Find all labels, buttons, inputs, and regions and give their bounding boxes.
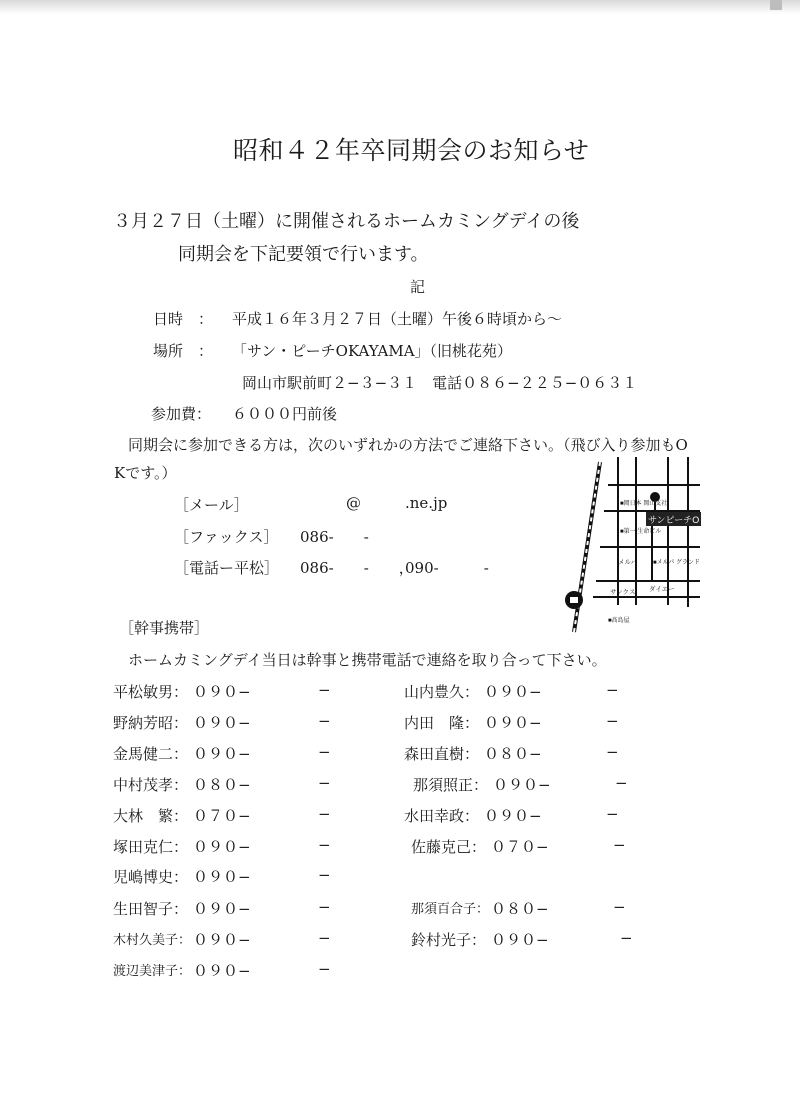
officer-phone-dash: − (318, 743, 331, 761)
officer-name: 那須照正： (413, 776, 489, 794)
contact-intro-2: Kです。） (114, 464, 177, 482)
officers-heading: ［幹事携帯］ (119, 619, 210, 637)
officer-phone-prefix: ０８０− (491, 900, 549, 918)
officer-name: 那須百合子： (411, 902, 490, 917)
officer-phone-prefix: ０９０− (491, 931, 549, 949)
officer-name: 山内豊久： (404, 683, 480, 701)
officer-name: 児嶋博史： (113, 868, 189, 886)
officer-phone-dash: − (318, 712, 331, 730)
officer-phone-prefix: ０７０− (491, 838, 549, 856)
lead-line-1: ３月２７日（土曜）に開催されるホームカミングデイの後 (113, 211, 580, 232)
officer-name: 内田 隆： (404, 714, 480, 732)
officer-phone-prefix: ０９０− (193, 745, 251, 763)
place-label: 場所 ： (153, 342, 214, 360)
officer-name: 渡辺美津子： (113, 964, 192, 979)
officer-phone-prefix: ０９０− (193, 962, 251, 980)
officer-name: 水田幸政： (404, 807, 480, 825)
officer-phone-dash: − (318, 805, 331, 823)
scan-mark (770, 0, 782, 10)
officer-name: 森田直樹： (404, 745, 480, 763)
map-label-daiei: ダイエー (649, 586, 675, 593)
officer-name: 塚田克仁： (113, 838, 189, 856)
officer-phone-dash: − (620, 929, 633, 947)
officer-phone-dash: − (606, 712, 619, 730)
officer-name: 野納芳昭： (113, 714, 189, 732)
officer-name: 佐藤克己： (411, 838, 487, 856)
tel-label: ［電話ー平松］ (174, 559, 280, 577)
address-line: 岡山市駅前町２−３−３１ 電話０８６−２２５−０６３１ (242, 374, 638, 392)
officer-phone-prefix: ０８０− (193, 776, 251, 794)
mail-label: ［メール］ (174, 496, 249, 514)
map-label-melpa-grand: ■メルパ グランド (653, 560, 700, 566)
mail-at: @ (346, 494, 361, 512)
officer-phone-prefix: ０７０− (193, 807, 251, 825)
contact-intro-1: 同期会に参加できる方は，次のいずれかの方法でご連絡下さい。（飛び入り参加もO (128, 436, 688, 454)
lead-line-2: 同期会を下記要領で行います。 (178, 244, 429, 265)
officer-phone-dash: − (606, 805, 619, 823)
officer-phone-dash: − (318, 681, 331, 699)
map-label-bank: ■岡日本 岡山支社 (620, 501, 668, 507)
officer-name: 金馬健二： (113, 745, 189, 763)
officer-name: 中村茂孝： (113, 776, 189, 794)
officer-phone-prefix: ０８０− (484, 745, 542, 763)
map-label-building: ■第一 生命ビル (620, 529, 662, 535)
map-label-takashimaya: ■髙島屋 (608, 618, 630, 624)
officer-phone-dash: − (613, 836, 626, 854)
map-label-sunpeach: サンピーチO (648, 515, 700, 525)
place-value: 「サン・ピーチOKAYAMA」（旧桃花苑） (232, 342, 513, 360)
scan-edge (0, 0, 800, 14)
officers-note: ホームカミングデイ当日は幹事と携帯電話で連絡を取り合って下さい。 (128, 651, 607, 669)
date-label: 日時 ： (153, 310, 214, 328)
location-map (548, 457, 708, 640)
officer-phone-prefix: ０９０− (193, 838, 251, 856)
officer-name: 平松敏男： (113, 683, 189, 701)
officer-phone-prefix: ０９０− (193, 868, 251, 886)
tel-value-1: 086- - ， (300, 559, 414, 577)
officer-phone-prefix: ０９０− (193, 683, 251, 701)
fee-label: 参加費： (151, 405, 212, 423)
map-label-melpa: メルパ (618, 559, 638, 566)
officer-name: 鈴村光子： (411, 931, 487, 949)
officer-phone-dash: − (318, 836, 331, 854)
officer-phone-dash: − (606, 743, 619, 761)
fax-value: 086- - (300, 528, 369, 546)
date-value: 平成１６年３月２７日（土曜）午後６時頃から〜 (232, 310, 563, 328)
officer-name: 大林 繁： (113, 807, 189, 825)
fax-label: ［ファックス］ (174, 528, 279, 546)
ki-heading: 記 (410, 278, 426, 296)
officer-phone-prefix: ０９０− (493, 776, 551, 794)
officer-phone-dash: − (606, 681, 619, 699)
page-title: 昭和４２年卒同期会のお知らせ (233, 136, 590, 165)
officer-phone-prefix: ０９０− (484, 807, 542, 825)
officer-phone-prefix: ０９０− (484, 714, 542, 732)
officer-phone-dash: − (318, 774, 331, 792)
officer-phone-dash: − (318, 866, 331, 884)
tel-value-2: 090- - (405, 559, 489, 577)
officer-phone-dash: − (613, 898, 626, 916)
officer-phone-dash: − (615, 774, 628, 792)
officer-phone-prefix: ０９０− (193, 931, 251, 949)
officer-name: 木村久美子： (113, 933, 192, 948)
officer-phone-dash: − (318, 929, 331, 947)
officer-phone-prefix: ０９０− (484, 683, 542, 701)
officer-phone-dash: − (318, 898, 331, 916)
fee-value: ６０００円前後 (232, 405, 338, 423)
map-label-sunks: サンクス (610, 589, 636, 596)
mail-domain: .ne.jp (405, 494, 448, 512)
officer-name: 生田智子： (113, 900, 189, 918)
officer-phone-prefix: ０９０− (193, 714, 251, 732)
officer-phone-dash: − (318, 960, 331, 978)
officer-phone-prefix: ０９０− (193, 900, 251, 918)
